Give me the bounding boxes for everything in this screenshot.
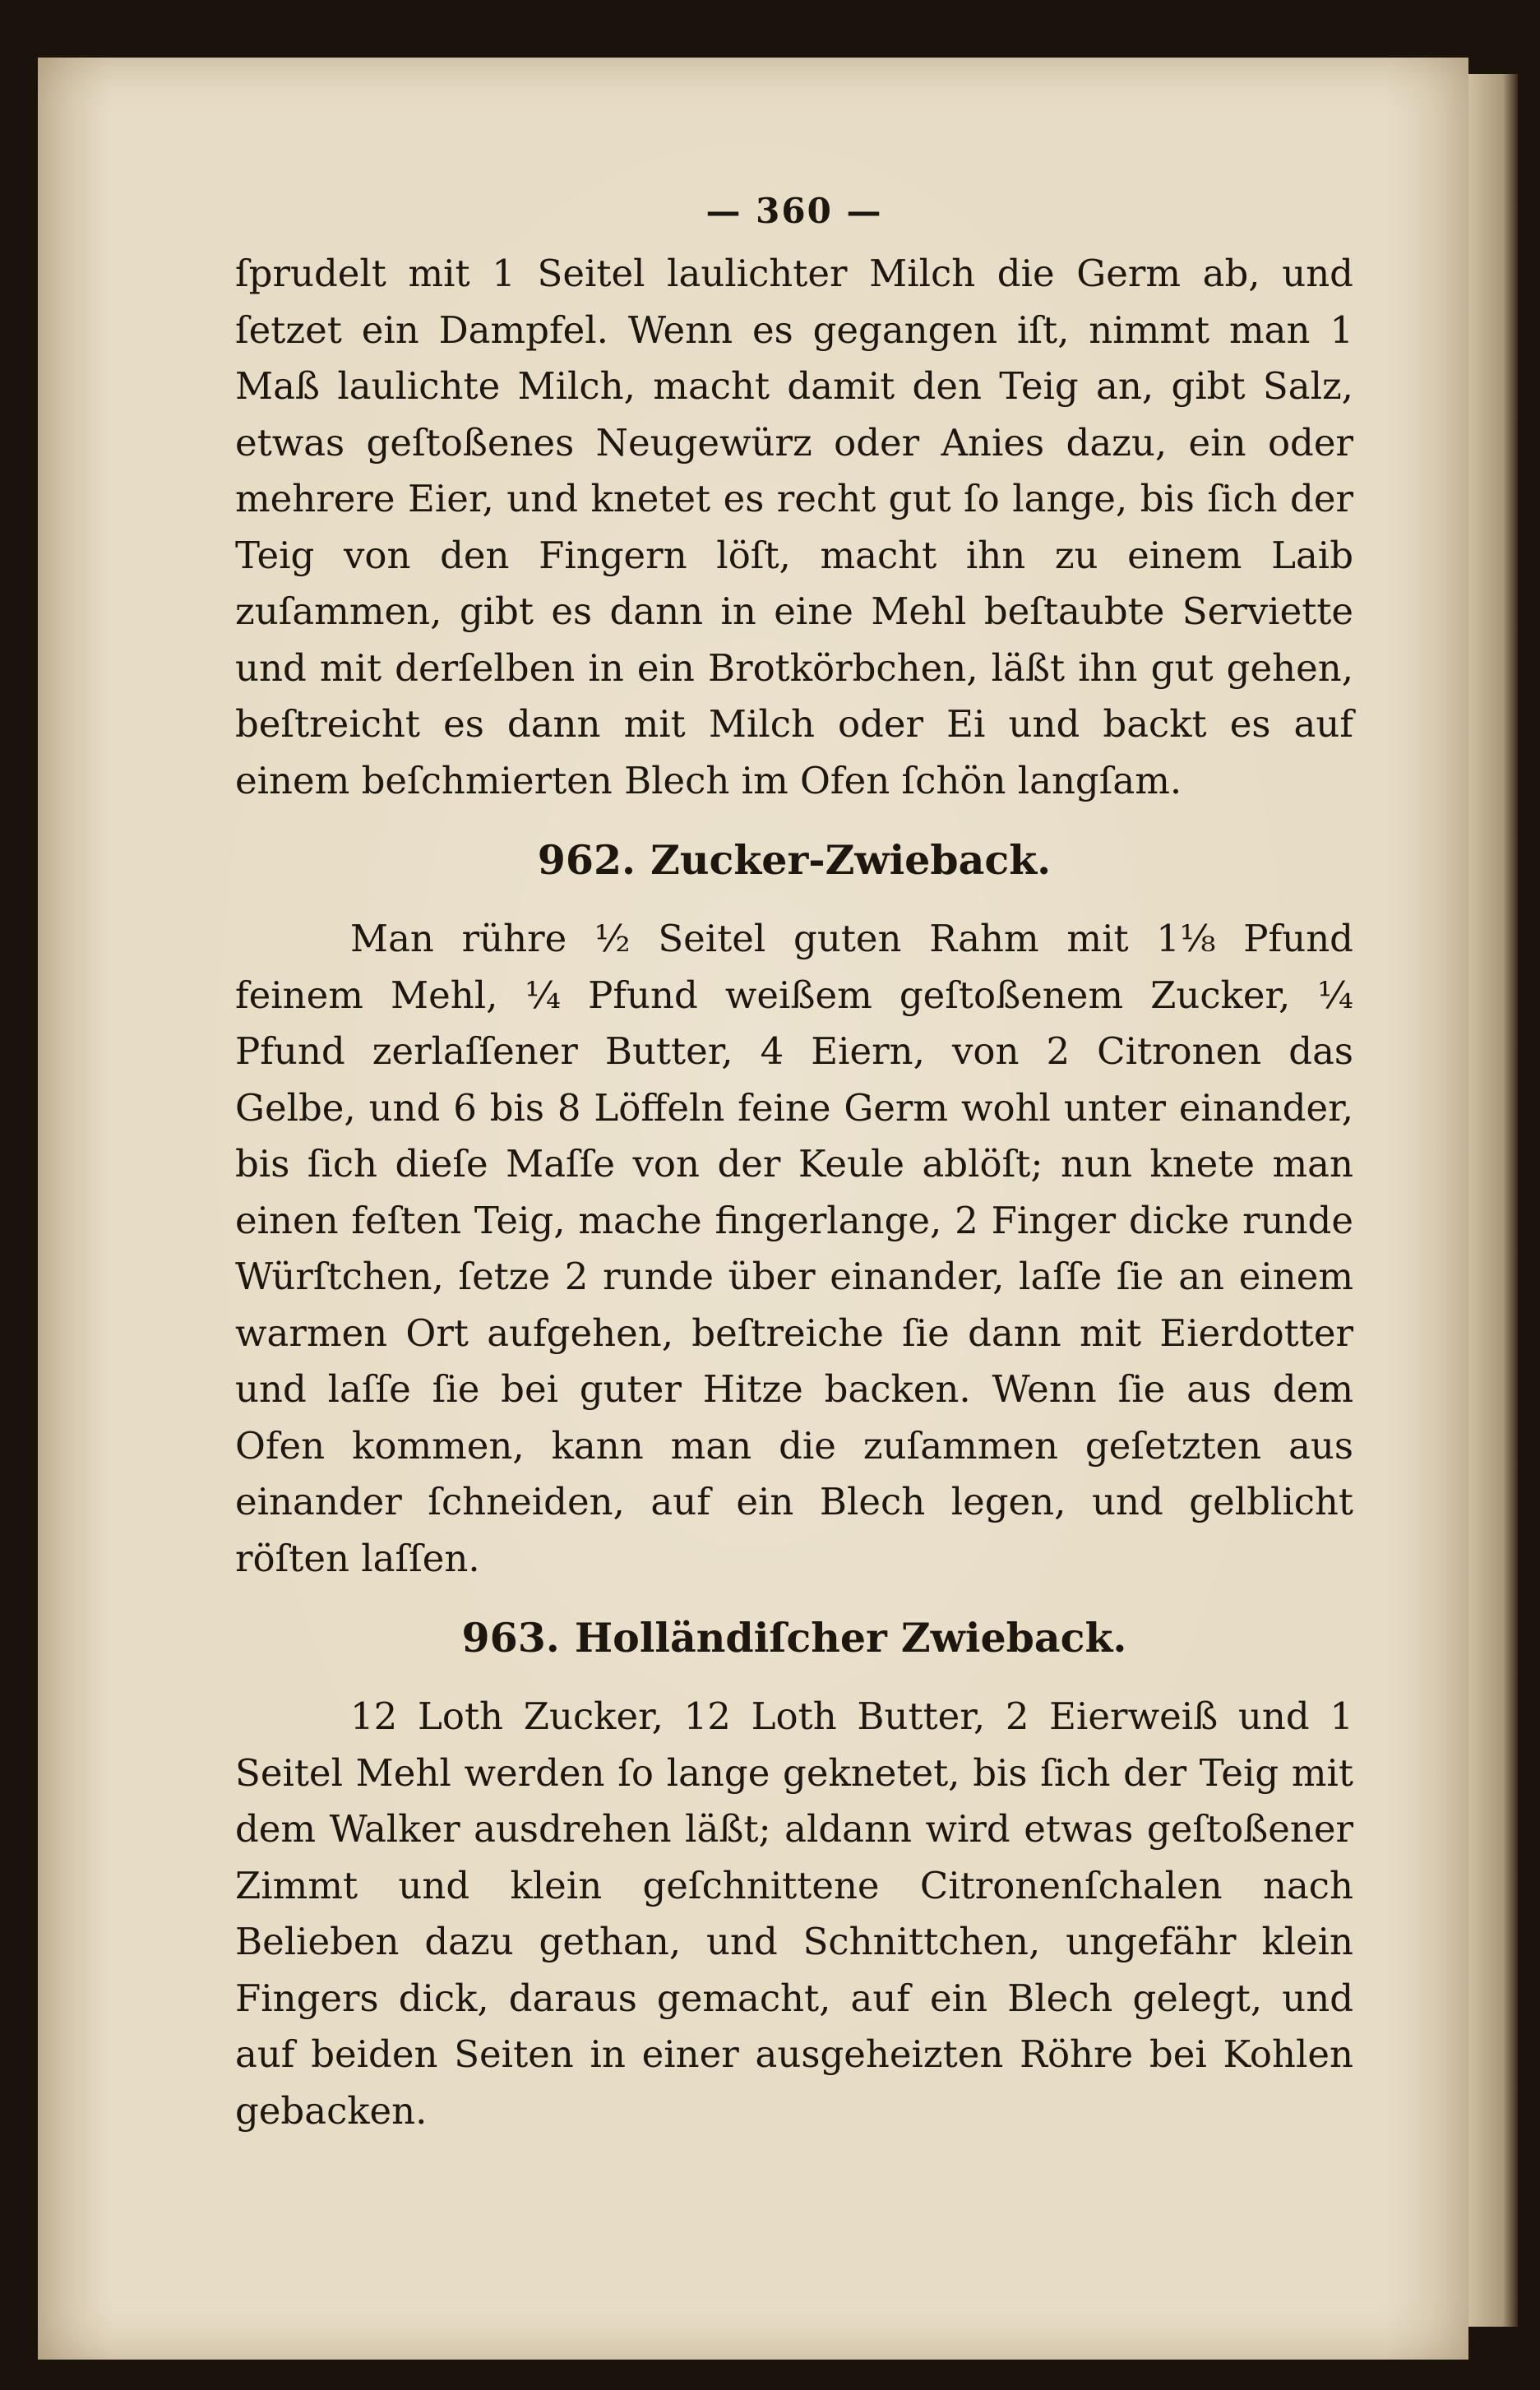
page-number: — 360 — (705, 191, 883, 231)
recipe-963-title: Holländiſcher Zwieback. (574, 1614, 1127, 1662)
recipe-963-heading (235, 1608, 1353, 1667)
recipe-962-body: Man rühre ½ Seitel guten Rahm mit 1⅛ Pfund feinem Mehl, ¼ Pfund weißem geſtoßenem Zucker, ¼ Pfund zerlaſſener Butter, 4 Eiern, von 2 Citronen das Gelbe, und 6 bis 8 Löffeln feine Germ wohl unter einander, bis ſich dieſe Maſſe von der Keule ablöſt; nun knete man einen feſten Teig, mache fingerlange, 2 Finger dicke runde Würſtchen, ſetze 2 runde über einander, laſſe ſie an einem warmen Ort aufgehen, beſtreiche ſie dann mit Eierdotter und laſſe ſie bei guter Hitze backen. Wenn ſie aus dem Ofen kommen, kann man die zuſammen geſetzten aus einander ſchneiden, auf ein Blech legen, und gelblicht röſten laſſen. (235, 917, 1353, 1580)
recipe-962-heading (235, 830, 1353, 890)
recipe-963-number: 963. (461, 1614, 560, 1662)
recipe-962-number: 962. (537, 836, 636, 884)
recipe-962-title: Zucker-Zwieback. (650, 836, 1052, 884)
page-text-block (235, 191, 1353, 2139)
recipe-962-text (235, 911, 1353, 1587)
intro-paragraph: ſprudelt mit 1 Seitel laulichter Milch die Germ ab, und ſetzet ein Dampfel. Wenn es gegangen iſt, nimmt man 1 Maß laulichte Milch, macht damit den Teig an, gibt Salz, etwas geſtoßenes Neugewürz oder Anies dazu, ein oder mehrere Eier, und knetet es recht gut ſo lange, bis ſich der Teig von den Fingern löſt, macht ihn zu einem Laib zuſammen, gibt es dann in eine Mehl beſtaubte Serviette und mit derſelben in ein Brotkörbchen, läßt ihn gut gehen, beſtreicht es dann mit Milch oder Ei und backt es auf einem beſchmierten Blech im Ofen ſchön langſam. (235, 252, 1353, 802)
recipe-963-text (235, 1689, 1353, 2139)
recipe-963-body: 12 Loth Zucker, 12 Loth Butter, 2 Eierweiß und 1 Seitel Mehl werden ſo lange geknetet, bis ſich der Teig mit dem Walker ausdrehen läßt; aldann wird etwas geſtoßener Zimmt und klein geſchnittene Citronenſchalen nach Belieben dazu gethan, und Schnittchen, ungefähr klein Fingers dick, daraus gemacht, auf ein Blech gelegt, und auf beiden Seiten in einer ausgeheizten Röhre bei Kohlen gebacken. (235, 1694, 1353, 2133)
book-spine (1468, 74, 1518, 2327)
